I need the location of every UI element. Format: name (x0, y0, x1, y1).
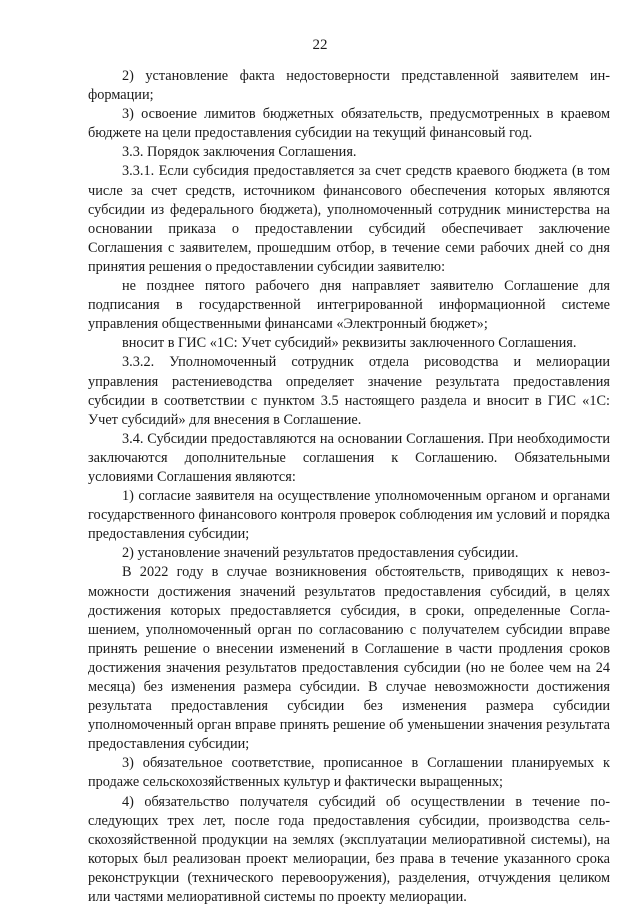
paragraph: 3.3.2. Уполномоченный сотрудник отдела рисоводства и мелиорации управления растениеводства определяет значение результата предоставления субсидии в соответствии с пунктом 3.5 настоящего раздела и вносит в ГИС «1С: Учет субсидий» для внесения в Соглашение. (88, 354, 610, 428)
paragraph: вносит в ГИС «1С: Учет субсидий» реквизиты заключенного Соглашения. (122, 335, 577, 352)
paragraph: В 2022 году в случае возникновения обстоятельств, приводящих к невозможности достижения значений результатов предоставления субсидий, в целях достижения которых предоставляется субсидия, в сроки, определенные Соглашением, уполномоченный орган по согласованию с получателем субсидии вправе принять решение о внесении изменений в Соглашение в части продления сроков достижения значения результатов предоставления субсидии (но не более чем на 24 месяца) без изменения размера субсидии. В случае невозможности достижения результата предоставления субсидии без изменения размера субсидии уполномоченный орган вправе принять решение об уменьшении значения результата предоставления субсидии; (88, 564, 610, 753)
paragraph: 1) согласие заявителя на осуществление уполномоченным органом и органами государственного финансового контроля проверок соблюдения им условий и порядка предоставления субсидии; (88, 488, 610, 543)
section-heading: 3.3. Порядок заключения Соглашения. (122, 144, 357, 161)
paragraph: 3) освоение лимитов бюджетных обязательств, предусмотренных в краевом бюджете на цели предоставления субсидии на текущий финансовый год. (88, 106, 610, 142)
paragraph: 3.3.1. Если субсидия предоставляется за счет средств краевого бюджета (в том числе за счет средств, источником финансового обеспечения которых являются субсидии из федерального бюджета), уполномоченный сотрудник министерства на основании приказа о предоставлении субсидий обеспечивает заключение Соглашения с заявителем, прошедшим отбор, в течение семи рабочих дней со дня принятия решения о предоставлении субсидии заявителю: (88, 163, 610, 275)
paragraph: 2) установление факта недостоверности представленной заявителем информации; (88, 68, 610, 104)
page-number: 22 (312, 37, 328, 53)
paragraph: 3.4. Субсидии предоставляются на основании Соглашения. При необходимости заключаются дополнительные соглашения к Соглашению. Обязательными условиями Соглашения являются: (88, 430, 610, 485)
paragraph: 4) обязательство получателя субсидий об осуществлении в течение последующих трех лет, после года предоставления субсидии, производства сельскохозяйственной продукции на землях (эксплуатации мелиоративной системы), на которых был реализован проект мелиорации, без права в течение указанного срока реконструкции (технического перевооружения), разделения, отчуждения целиком или частями мелиоративной системы по проекту мелиорации. (88, 793, 610, 906)
document-body (88, 67, 610, 907)
paragraph: не позднее пятого рабочего дня направляет заявителю Соглашение для подписания в государственной интегрированной информационной системе управления общественными финансами «Электронный бюджет»; (88, 278, 610, 333)
paragraph: 2) установление значений результатов предоставления субсидии. (122, 545, 519, 562)
paragraph: 3) обязательное соответствие, прописанное в Соглашении планируемых к продаже сельскохозяйственных культур и фактически выращенных; (88, 755, 610, 791)
